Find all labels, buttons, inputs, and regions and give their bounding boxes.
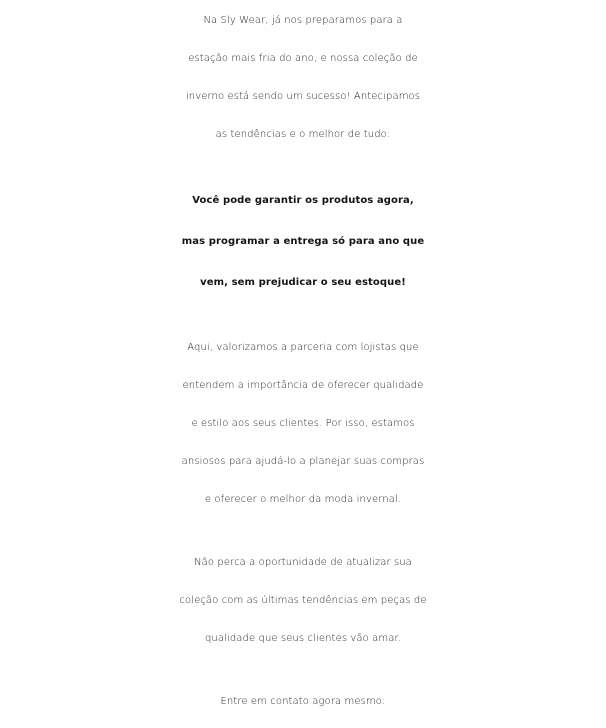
text-line: mas programar a entrega só para ano que xyxy=(181,236,425,247)
highlight-paragraph xyxy=(0,180,606,303)
text-line: Não perca a oportunidade de atualizar sua xyxy=(194,557,412,568)
text-line: coleção com as últimas tendências em peças de xyxy=(179,595,427,606)
text-line: vem, sem prejudicar o seu estoque! xyxy=(200,277,406,288)
text-line: ansiosos para ajudá-lo a planejar suas compras xyxy=(181,456,425,467)
partnership-paragraph xyxy=(0,329,606,519)
text-line: as tendências e o melhor de tudo: xyxy=(215,129,391,140)
contact-paragraph xyxy=(0,683,606,721)
opportunity-paragraph xyxy=(0,544,606,658)
text-line: e estilo aos seus clientes. Por isso, estamos xyxy=(191,418,415,429)
intro-paragraph xyxy=(0,0,606,154)
text-line: e oferecer o melhor da moda invernal. xyxy=(204,494,402,505)
text-line: Você pode garantir os produtos agora, xyxy=(192,195,414,206)
text-line: qualidade que seus clientes vão amar. xyxy=(204,633,402,644)
text-line: estação mais fria do ano, e nossa coleção de xyxy=(188,53,418,64)
text-line: Aqui, valorizamos a parceria com lojistas que xyxy=(187,342,419,353)
text-line: Entre em contato agora mesmo: xyxy=(220,696,386,707)
text-line: entendem a importância de oferecer qualidade xyxy=(182,380,424,391)
text-line: inverno está sendo um sucesso! Antecipamos xyxy=(185,91,421,102)
text-line: Na Sly Wear, já nos preparamos para a xyxy=(203,15,403,26)
